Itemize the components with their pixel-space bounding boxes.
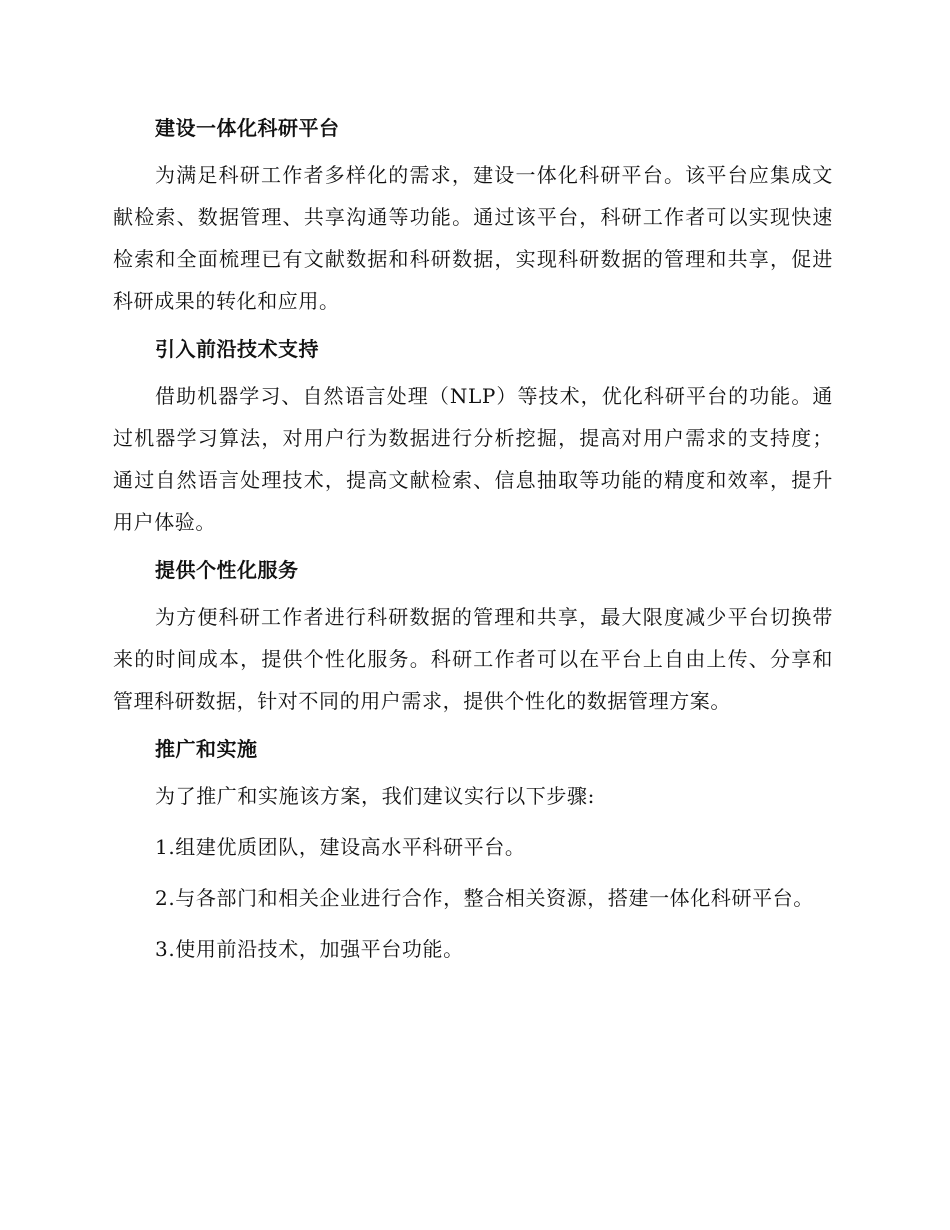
section-heading: 建设一体化科研平台	[155, 116, 340, 140]
section-paragraph: 为方便科研工作者进行科研数据的管理和共享，最大限度减少平台切换带来的时间成本，提供个性化服务。科研工作者可以在平台上自由上传、分享和管理科研数据，针对不同的用户需求，提供个性化的数据管理方案。	[113, 605, 833, 713]
step-item: 2.与各部门和相关企业进行合作，整合相关资源，搭建一体化科研平台。	[155, 886, 814, 910]
document-body	[113, 110, 833, 979]
section-heading: 推广和实施	[155, 737, 258, 761]
section-paragraph: 为满足科研工作者多样化的需求，建设一体化科研平台。该平台应集成文献检索、数据管理、共享沟通等功能。通过该平台，科研工作者可以实现快速检索和全面梳理已有文献数据和科研数据，实现科研数据的管理和共享，促进科研成果的转化和应用。	[113, 163, 833, 313]
step-item: 1.组建优质团队，建设高水平科研平台。	[155, 835, 526, 859]
section-heading: 引入前沿技术支持	[155, 337, 319, 361]
section-heading: 提供个性化服务	[155, 558, 299, 582]
section-paragraph: 为了推广和实施该方案，我们建议实行以下步骤:	[155, 784, 595, 808]
step-item: 3.使用前沿技术，加强平台功能。	[155, 937, 464, 961]
section-paragraph: 借助机器学习、自然语言处理（NLP）等技术，优化科研平台的功能。通过机器学习算法，对用户行为数据进行分析挖掘，提高对用户需求的支持度；通过自然语言处理技术，提高文献检索、信息抽取等功能的精度和效率，提升用户体验。	[113, 384, 833, 534]
